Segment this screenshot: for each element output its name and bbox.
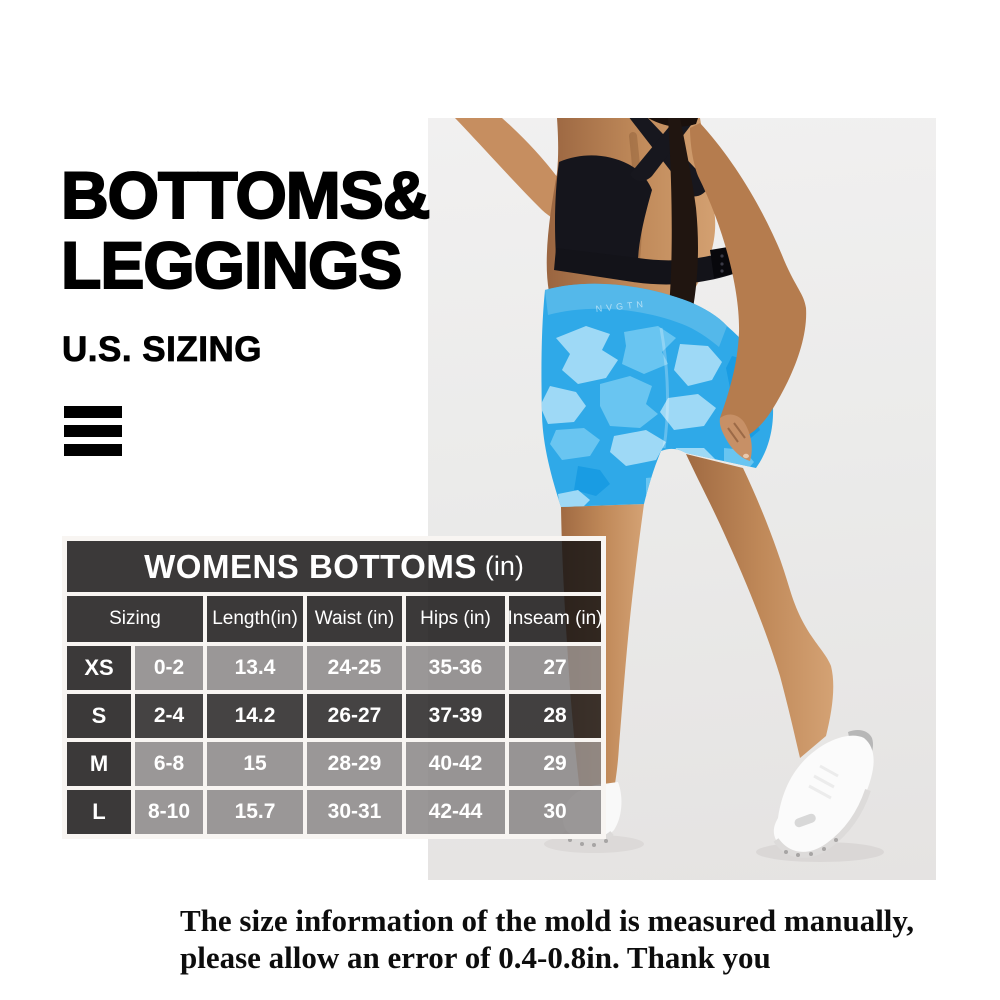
measurement-disclaimer (180, 902, 914, 976)
size-value-cell: 13.4 (205, 644, 305, 692)
page-title-line2: LEGGINGS (61, 228, 402, 302)
page-title (61, 160, 429, 300)
size-value-cell: 42-44 (404, 788, 507, 836)
size-value-cell: 15 (205, 740, 305, 788)
size-value-cell: 8-10 (133, 788, 205, 836)
size-value-cell: 14.2 (205, 692, 305, 740)
column-header-inseam: Inseam (in) (507, 594, 603, 644)
size-table-title (65, 539, 603, 594)
size-value-cell: 26-27 (305, 692, 404, 740)
triple-bar-icon (64, 406, 122, 463)
page-title-line1: BOTTOMS& (61, 158, 430, 232)
size-label-cell: XS (65, 644, 133, 692)
disclaimer-line1: The size information of the mold is measured manually, (180, 903, 914, 938)
size-value-cell: 15.7 (205, 788, 305, 836)
size-value-cell: 28-29 (305, 740, 404, 788)
size-table-title-unit: (in) (484, 551, 524, 581)
size-table (62, 536, 606, 839)
size-value-cell: 35-36 (404, 644, 507, 692)
sizing-standard-label: U.S. SIZING (62, 330, 262, 369)
column-header-hips: Hips (in) (404, 594, 507, 644)
size-label-cell: S (65, 692, 133, 740)
size-value-cell: 29 (507, 740, 603, 788)
column-header-sizing: Sizing (65, 594, 205, 644)
size-value-cell: 6-8 (133, 740, 205, 788)
size-value-cell: 27 (507, 644, 603, 692)
right-sneaker (774, 730, 874, 857)
column-header-length: Length(in) (205, 594, 305, 644)
disclaimer-line2: please allow an error of 0.4-0.8in. Thank you (180, 940, 771, 975)
size-label-cell: L (65, 788, 133, 836)
size-value-cell: 0-2 (133, 644, 205, 692)
model-right-leg (686, 454, 833, 758)
column-header-waist: Waist (in) (305, 594, 404, 644)
size-label-cell: M (65, 740, 133, 788)
size-value-cell: 24-25 (305, 644, 404, 692)
size-value-cell: 30 (507, 788, 603, 836)
size-value-cell: 40-42 (404, 740, 507, 788)
size-value-cell: 28 (507, 692, 603, 740)
size-value-cell: 37-39 (404, 692, 507, 740)
size-value-cell: 2-4 (133, 692, 205, 740)
waistband-brand-text: NVGTN (595, 298, 648, 314)
size-value-cell: 30-31 (305, 788, 404, 836)
size-table-title-text: WOMENS BOTTOMS (144, 547, 477, 585)
